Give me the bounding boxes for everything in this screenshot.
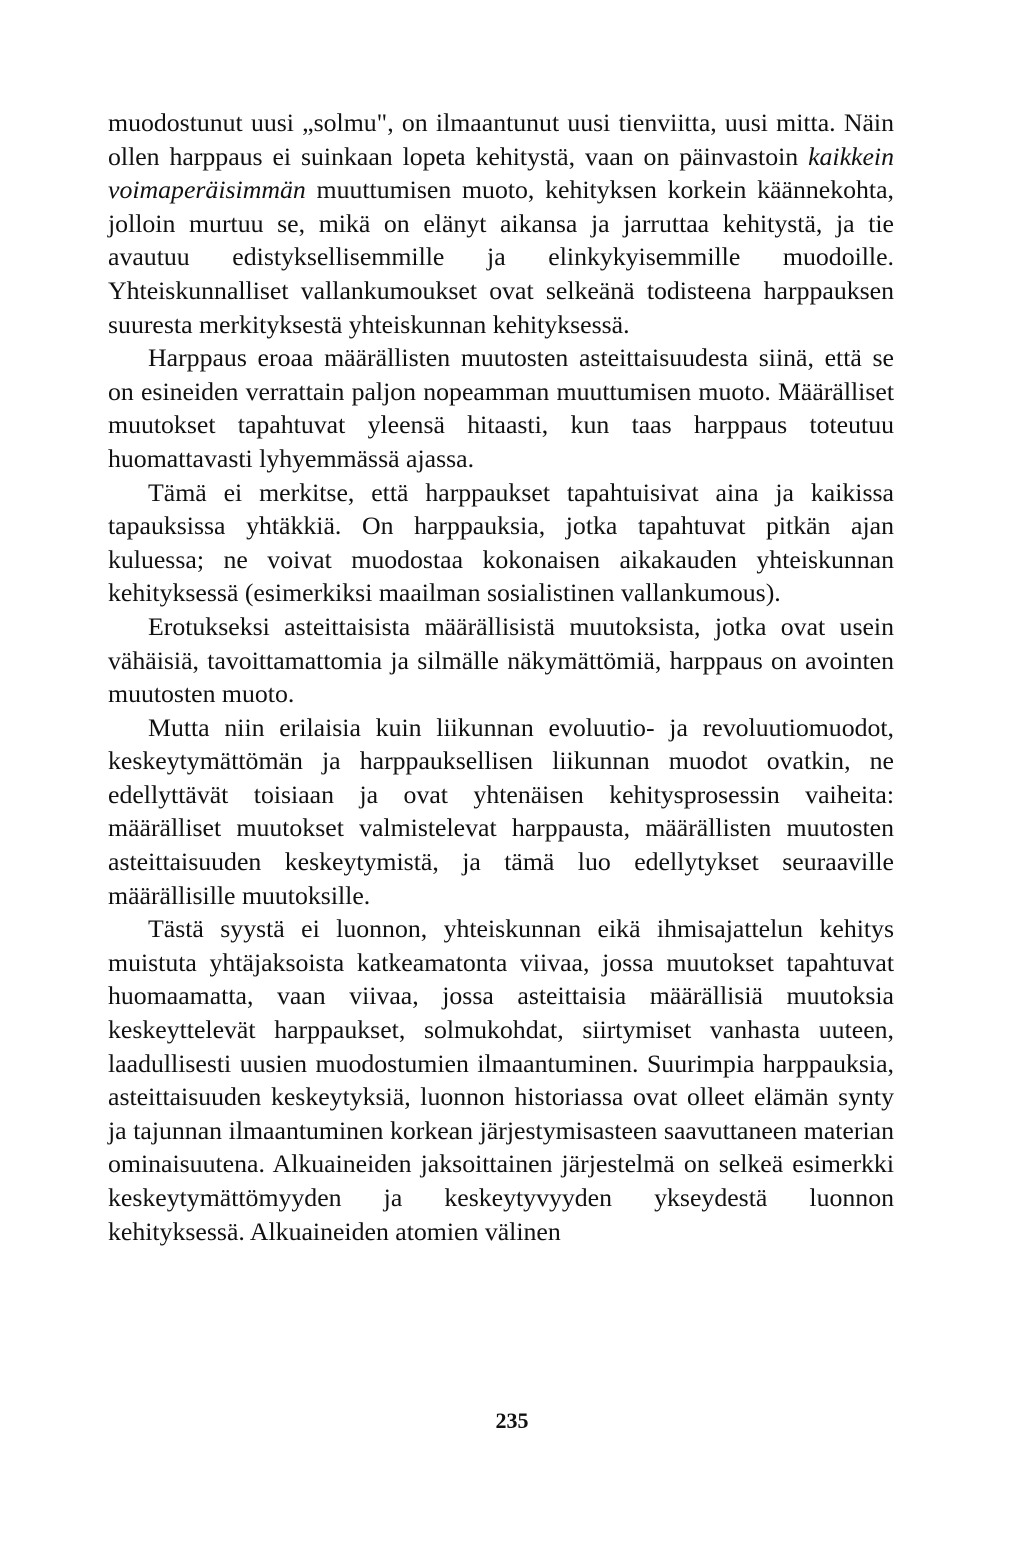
paragraph-1-italic-emphasis: kaikkein voimaperäisimmän	[108, 141, 894, 205]
paragraph-3-text: Tämä ei merkitse, että harppaukset tapahtuisivat aina ja kaikissa tapauksissa yhtäkkiä. On harppauksia, jotka tapahtuvat pitkän ajan kuluessa; ne voivat muodostaa kokonaisen aikakauden yhteiskunnan kehityksessä (esimerkiksi maailman sosialistinen vallankumous).	[108, 477, 894, 608]
paragraph-3	[108, 476, 894, 610]
paragraph-6-text: Tästä syystä ei luonnon, yhteiskunnan eikä ihmisajattelun kehitys muistuta yhtäjaksoista katkeamatonta viivaa, jossa muutokset tapahtuvat huomaamatta, vaan viivaa, jossa asteittaisia määrällisiä muutoksia keskeyttelevät harppaukset, solmukohdat, siirtymiset vanhasta uuteen, laadullisesti uusien muodostumien ilmaantuminen. Suurimpia harppauksia, asteittaisuuden keskeytyksiä, luonnon historiassa ovat olleet elämän synty ja tajunnan ilmaantuminen korkean järjestymisasteen saavuttaneen materian ominaisuutena. Alkuaineiden jaksoittainen järjestelmä on selkeä esimerkki keskeytymättömyyden ja keskeytyvyyden ykseydestä luonnon kehityksessä. Alkuaineiden atomien välinen	[108, 914, 894, 1246]
paragraph-4-text: Erotukseksi asteittaisista määrällisistä muutoksista, jotka ovat usein vähäisiä, tavoittamattomia ja silmälle näkymättömiä, harppaus on avointen muutosten muoto.	[108, 611, 894, 709]
paragraph-2-text: Harppaus eroaa määrällisten muutosten asteittaisuudesta siinä, että se on esineiden verrattain paljon nopeamman muuttumisen muoto. Määrälliset muutokset tapahtuvat yleensä hitaasti, kun taas harppaus toteutuu huomattavasti lyhyemmässä ajassa.	[108, 343, 894, 473]
paragraph-1	[108, 106, 894, 341]
paragraph-4	[108, 610, 894, 711]
paragraph-5-text: Mutta niin erilaisia kuin liikunnan evoluutio- ja revoluutiomuodot, keskeytymättömän ja harppauksellisen liikunnan muodot ovatkin, ne edellyttävät toisiaan ja ovat yhtenäisen kehitysprosessin vaiheita: määrälliset muutokset valmistelevat harppausta, määrällisten muutosten asteittaisuuden keskeytymistä, ja tämä luo edellytykset seuraaville määrällisille muutoksille.	[108, 712, 894, 910]
paragraph-1-text-start: muodostunut uusi „solmu", on ilmaantunut uusi tienviitta, uusi mitta. Näin ollen harppaus ei suinkaan lopeta kehitystä, vaan on päinvastoin	[108, 108, 894, 171]
paragraph-2	[108, 341, 894, 475]
paragraph-6	[108, 912, 894, 1248]
body-text	[108, 106, 894, 1248]
paragraph-5	[108, 711, 894, 913]
page-number: 235	[495, 1408, 529, 1433]
paragraph-1-text-end: muuttumisen muoto, kehityksen korkein käännekohta, jolloin murtuu se, mikä on elänyt aikansa ja jarruttaa kehitystä, ja tie avautuu edistyksellisemmille ja elinkykyisemmille muodoille. Yhteiskunnalliset vallankumoukset ovat selkeänä todisteena harppauksen suuresta merkityksestä yhteiskunnan kehityksessä.	[108, 175, 894, 339]
